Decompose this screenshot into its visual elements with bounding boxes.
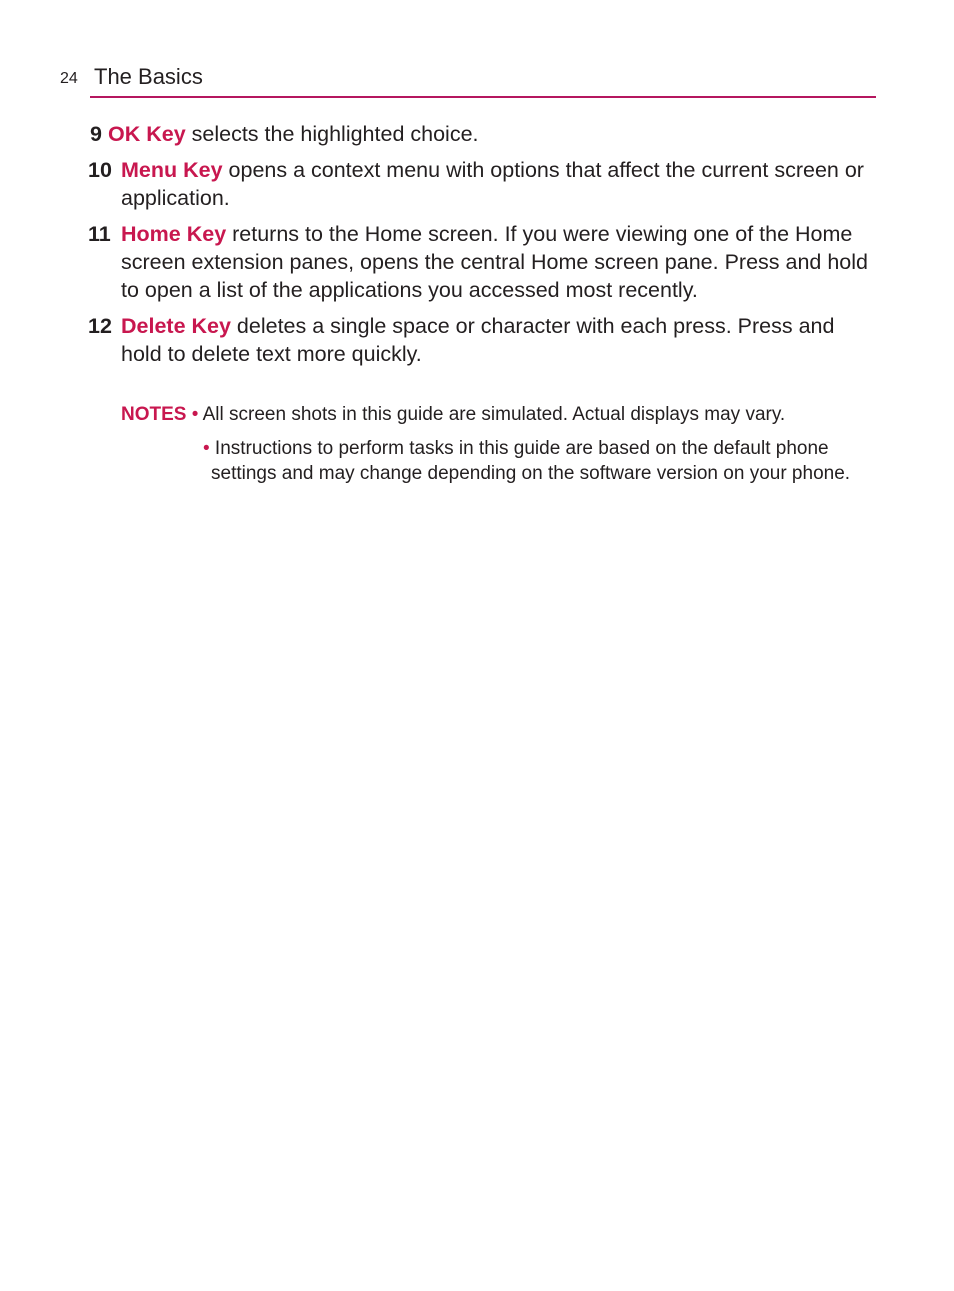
note-item <box>121 402 881 428</box>
item-number: 12 <box>88 314 112 338</box>
bullet-icon: • <box>191 404 199 425</box>
notes-block <box>121 402 881 487</box>
item-number: 10 <box>88 158 112 182</box>
item-number: 9 <box>90 122 102 146</box>
item-key-name: Delete Key <box>121 314 231 338</box>
item-key-name: Menu Key <box>121 158 223 182</box>
page-number: 24 <box>60 70 78 87</box>
note-text: All screen shots in this guide are simulated. Actual displays may vary. <box>198 404 786 425</box>
item-description: deletes a single space or character with each press. Press and hold to delete text more quickly. <box>121 314 835 366</box>
page-header <box>60 64 876 98</box>
bullet-icon: • <box>203 437 210 459</box>
key-list <box>88 120 878 376</box>
item-key-name: Home Key <box>121 222 227 246</box>
header-divider <box>90 96 876 98</box>
notes-label: NOTES <box>121 404 187 425</box>
item-description: opens a context menu with options that affect the current screen or application. <box>121 158 864 210</box>
list-item <box>88 156 878 212</box>
section-title: The Basics <box>94 64 203 89</box>
list-item <box>88 220 878 304</box>
item-description: selects the highlighted choice. <box>185 122 479 146</box>
item-number: 11 <box>88 222 111 246</box>
note-text: Instructions to perform tasks in this guide are based on the default phone settings and may change depending on the software version on your phone. <box>209 437 851 484</box>
item-description: returns to the Home screen. If you were viewing one of the Home screen extension panes, opens the central Home screen pane. Press and hold to open a list of the applications you accessed most recently. <box>121 222 868 302</box>
list-item <box>88 312 878 368</box>
note-item <box>121 436 881 487</box>
list-item <box>88 120 878 148</box>
item-key-name: OK Key <box>108 122 186 146</box>
